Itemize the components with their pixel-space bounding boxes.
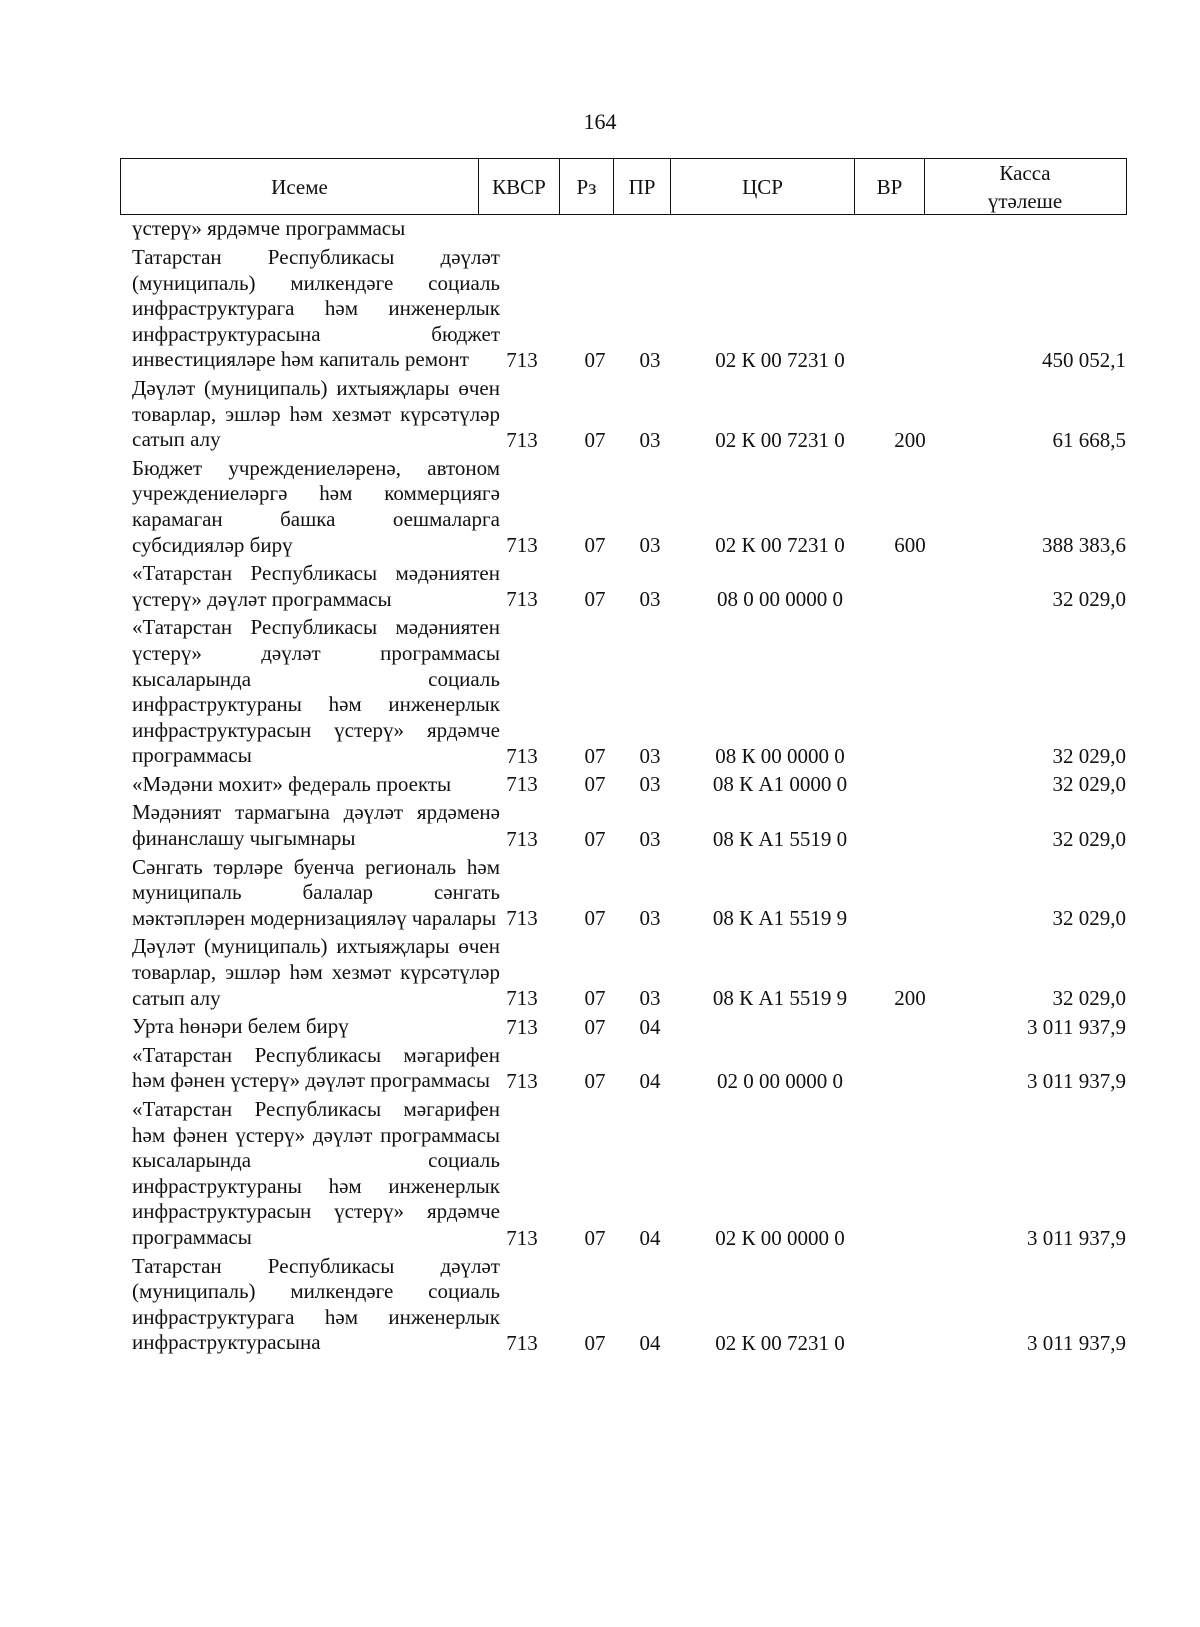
table-row [120,800,1127,851]
row-kvsr: 713 [506,1014,538,1039]
row-sum: 3 011 937,9 [1027,1069,1126,1093]
row-rz: 07 [584,427,606,452]
row-csr: 02 К 00 7231 0 [715,533,845,558]
row-vr: 200 [894,427,926,452]
row-name: Сәнгать төрләре буенча региональ һәм муниципаль балалар сәнгать мәктәпләрен модернизацияләү чаралары [132,854,500,930]
row-kvsr: 713 [506,743,538,768]
page-number: 164 [583,109,617,134]
row-kvsr: 713 [506,1069,538,1093]
row-vr [880,1068,940,1094]
row-sum: 32 029,0 [1052,743,1126,768]
table-row [120,772,1127,798]
row-name: Урта һөнәри белем бирү [132,1014,349,1039]
row-kvsr: 713 [506,1330,538,1355]
row-pr: 03 [639,587,661,612]
row-sum: 388 383,6 [1042,533,1126,558]
header-pr: ПР [613,159,670,214]
table-row [120,456,1127,558]
header-vr: ВР [854,159,924,214]
row-vr [880,826,940,852]
row-name: үстерү» ярдәмче программасы [132,216,406,240]
row-name: Бюджет учреждениеләренә, автоном учреждениеләргә һәм коммерциягә карамаган башка оешмаларга субсидияләр бирү [132,455,500,557]
row-csr [680,1014,880,1040]
row-pr: 03 [639,826,661,851]
row-csr: 08 0 00 0000 0 [717,587,843,612]
row-name: Татарстан Республикасы дәүләт (муниципаль) милкендәге социаль инфраструктурага һәм инженерлык инфраструктурасына [132,1253,500,1355]
table-row [120,1014,1127,1040]
row-csr: 08 К А1 5519 9 [712,906,848,931]
row-vr: 200 [894,986,926,1011]
row-name: Мәдәният тармагына дәүләт ярдәменә финанслашу чыгымнары [132,800,500,851]
table-row [120,855,1127,932]
table-row [120,561,1127,612]
row-rz: 07 [584,986,606,1011]
row-rz: 07 [584,347,606,372]
row-pr: 04 [639,1014,661,1039]
row-pr: 03 [639,743,661,768]
row-vr [880,586,940,612]
table-row [120,376,1127,453]
row-rz: 07 [584,906,606,931]
row-sum: 32 029,0 [1052,772,1126,797]
row-csr: 08 К А1 5519 0 [712,826,848,851]
row-pr: 04 [639,1330,661,1355]
row-csr: 02 К 00 7231 0 [715,347,845,372]
row-vr [880,1014,940,1040]
row-sum: 3 011 937,9 [1027,1225,1126,1250]
row-csr: 02 0 00 0000 0 [717,1069,843,1093]
row-sum: 3 011 937,9 [1027,1330,1126,1355]
row-rz: 07 [584,1014,606,1039]
row-vr [880,905,940,931]
row-csr: 02 К 00 7231 0 [715,1330,845,1355]
row-name: Дәүләт (муниципаль) ихтыяҗлары өчен товарлар, эшләр һәм хезмәт күрсәтүләр сатып алу [132,375,500,452]
header-kvsr: КВСР [478,159,559,214]
row-vr: 600 [894,533,926,558]
row-name: Дәүләт (муниципаль) ихтыяҗлары өчен товарлар, эшләр һәм хезмәт күрсәтүләр сатып алу [132,934,500,1010]
row-vr [880,1225,940,1251]
row-kvsr: 713 [506,986,538,1011]
row-sum: 32 029,0 [1052,826,1126,851]
header-sum: Касса үтәлеше [924,159,1125,214]
row-csr: 08 К А1 5519 9 [712,986,848,1011]
table-row [120,1097,1127,1251]
row-name: «Татарстан Республикасы мәгарифен һәм фәнен үстерү» дәүләт программасы [132,1042,500,1093]
row-rz: 07 [584,1069,606,1093]
row-sum: 3 011 937,9 [1027,1014,1126,1039]
row-name: Татарстан Республикасы дәүләт (муниципаль) милкендәге социаль инфраструктурага һәм инженерлык инфраструктурасына бюджет инвестицияләре һәм капиталь ремонт [132,245,500,372]
row-pr: 03 [639,533,661,558]
table-row [120,1254,1127,1356]
row-rz: 07 [584,533,606,558]
header-rz: Рз [559,159,613,214]
row-sum: 32 029,0 [1052,986,1126,1011]
row-csr: 08 К 00 0000 0 [715,743,845,768]
table-body [120,215,1127,1356]
row-vr [880,743,940,769]
row-pr: 03 [639,906,661,931]
row-pr: 03 [639,427,661,452]
row-sum: 32 029,0 [1052,906,1126,931]
row-csr: 02 К 00 0000 0 [715,1225,845,1250]
row-pr: 04 [639,1225,661,1250]
row-vr [880,1330,940,1356]
row-rz: 07 [584,1225,606,1250]
row-sum: 32 029,0 [1052,587,1126,612]
row-pr: 03 [639,347,661,372]
table-row [120,216,1127,241]
row-kvsr: 713 [506,587,538,612]
row-name: «Татарстан Республикасы мәгарифен һәм фәнен үстерү» дәүләт программасы кысаларында социаль инфраструктураны һәм инженерлык инфраструктурасын үстерү» ярдәмче программасы [132,1097,500,1249]
row-vr [880,771,940,797]
row-kvsr: 713 [506,826,538,851]
row-pr: 03 [639,986,661,1011]
table-row [120,245,1127,373]
row-sum: 61 668,5 [1052,427,1126,452]
row-name: «Татарстан Республикасы мәдәниятен үстерү» дәүләт программасы кысаларында социаль инфраструктураны һәм инженерлык инфраструктурасын үстерү» ярдәмче программасы [132,615,500,768]
header-name: Исеме [271,174,328,199]
header-csr: ЦСР [670,159,854,214]
row-sum: 450 052,1 [1042,347,1126,372]
table-header [120,158,1127,215]
table-row [120,615,1127,769]
row-csr: 02 К 00 7231 0 [715,427,845,452]
table-row [120,1043,1127,1094]
row-kvsr: 713 [506,772,538,797]
row-kvsr: 713 [506,347,538,372]
row-kvsr: 713 [506,533,538,558]
row-rz: 07 [584,826,606,851]
table-row [120,934,1127,1011]
row-rz: 07 [584,1330,606,1355]
row-rz: 07 [584,587,606,612]
row-csr: 08 К А1 0000 0 [712,772,848,797]
row-name: «Татарстан Республикасы мәдәниятен үстерү» дәүләт программасы [132,561,500,611]
row-kvsr: 713 [506,427,538,452]
row-rz: 07 [584,743,606,768]
row-name: «Мәдәни мохит» федераль проекты [132,771,452,796]
row-kvsr: 713 [506,1225,538,1250]
row-vr [880,347,940,373]
row-kvsr: 713 [506,906,538,931]
row-pr: 04 [639,1069,661,1093]
row-rz: 07 [584,772,606,797]
row-pr: 03 [639,772,661,797]
